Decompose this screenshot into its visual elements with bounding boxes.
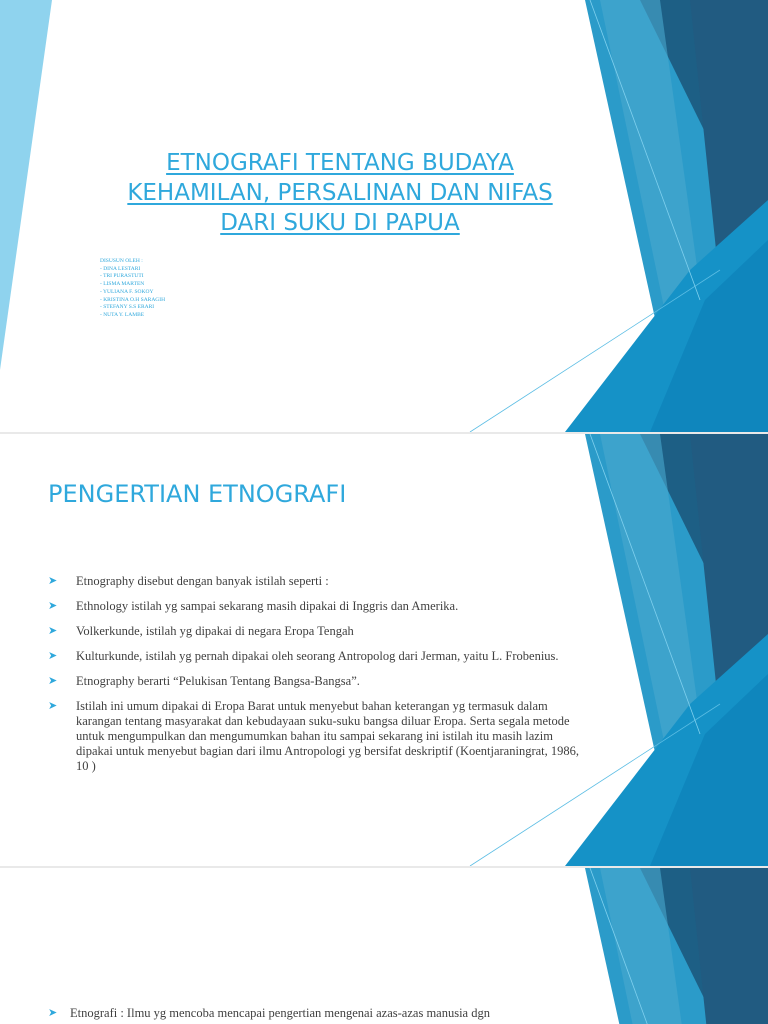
bullet-list [48, 574, 588, 784]
bullet-text: Istilah ini umum dipakai di Eropa Barat untuk menyebut bahan keterangan yg termasuk dalam karangan tentang masyarakat dan kebudayaan suku-suku bangsa diluar Eropa. Serta segala metode untuk mengumpulkan dan mengumumkan bahan itu sampai sekarang ini istilah itu masih lazim dipakai untuk menyebut bagian dari ilmu Antropologi yg bersifat deskriptif (Koentjaraningrat, 1986, 10 ) [76, 699, 580, 773]
title-line: KEHAMILAN, PERSALINAN DAN NIFAS [127, 180, 553, 206]
author-heading: DISUSUN OLEH : [100, 258, 143, 264]
arrow-bullet-icon: ➤ [48, 575, 58, 587]
list-item [48, 1006, 588, 1021]
author-item: - DINA LESTARI [100, 265, 141, 272]
author-item: - TRI PURASTUTI [100, 273, 144, 280]
bullet-text: Volkerkunde, istilah yg dipakai di negara Eropa Tengah [76, 624, 354, 638]
arrow-bullet-icon: ➤ [48, 650, 58, 662]
bullet-text: Etnography disebut dengan banyak istilah seperti : [76, 574, 329, 588]
slide-etnografi [0, 868, 768, 1024]
list-item [48, 574, 588, 589]
list-item [48, 599, 588, 614]
arrow-bullet-icon: ➤ [48, 625, 58, 637]
list-item [48, 624, 588, 639]
bullet-text: Etnography berarti “Pelukisan Tentang Bangsa-Bangsa”. [76, 674, 360, 688]
section-title[interactable]: PENGERTIAN ETNOGRAFI [48, 480, 347, 508]
presentation-title[interactable] [60, 148, 620, 238]
title-line: DARI SUKU DI PAPUA [220, 210, 460, 236]
author-item: - YULIANA F. SOKOY [100, 288, 154, 295]
bullet-list [48, 1006, 588, 1021]
title-line: ETNOGRAFI TENTANG BUDAYA [166, 150, 514, 176]
arrow-bullet-icon: ➤ [48, 1007, 58, 1019]
bullet-text: Ethnology istilah yg sampai sekarang masih dipakai di Inggris dan Amerika. [76, 599, 459, 613]
arrow-bullet-icon: ➤ [48, 600, 58, 612]
author-item: - LISMA MARTEN [100, 281, 145, 288]
list-item [48, 699, 588, 774]
arrow-bullet-icon: ➤ [48, 675, 58, 687]
arrow-bullet-icon: ➤ [48, 700, 58, 712]
author-list [100, 258, 165, 320]
slide-decoration [0, 868, 768, 1024]
slide-title [0, 0, 768, 432]
author-item: - STEFANY S.S ERARI [100, 304, 155, 311]
bullet-text: Kulturkunde, istilah yg pernah dipakai oleh seorang Antropolog dari Jerman, yaitu L. Frobenius. [76, 649, 559, 663]
author-item: - NUTA Y. LAMBE [100, 311, 145, 318]
list-item [48, 649, 588, 664]
author-item: - KRISTINA O.H SARAGIH [100, 296, 166, 303]
bullet-text: Etnografi : Ilmu yg mencoba mencapai pengertian mengenai azas-azas manusia dgn [70, 1006, 490, 1020]
list-item [48, 674, 588, 689]
